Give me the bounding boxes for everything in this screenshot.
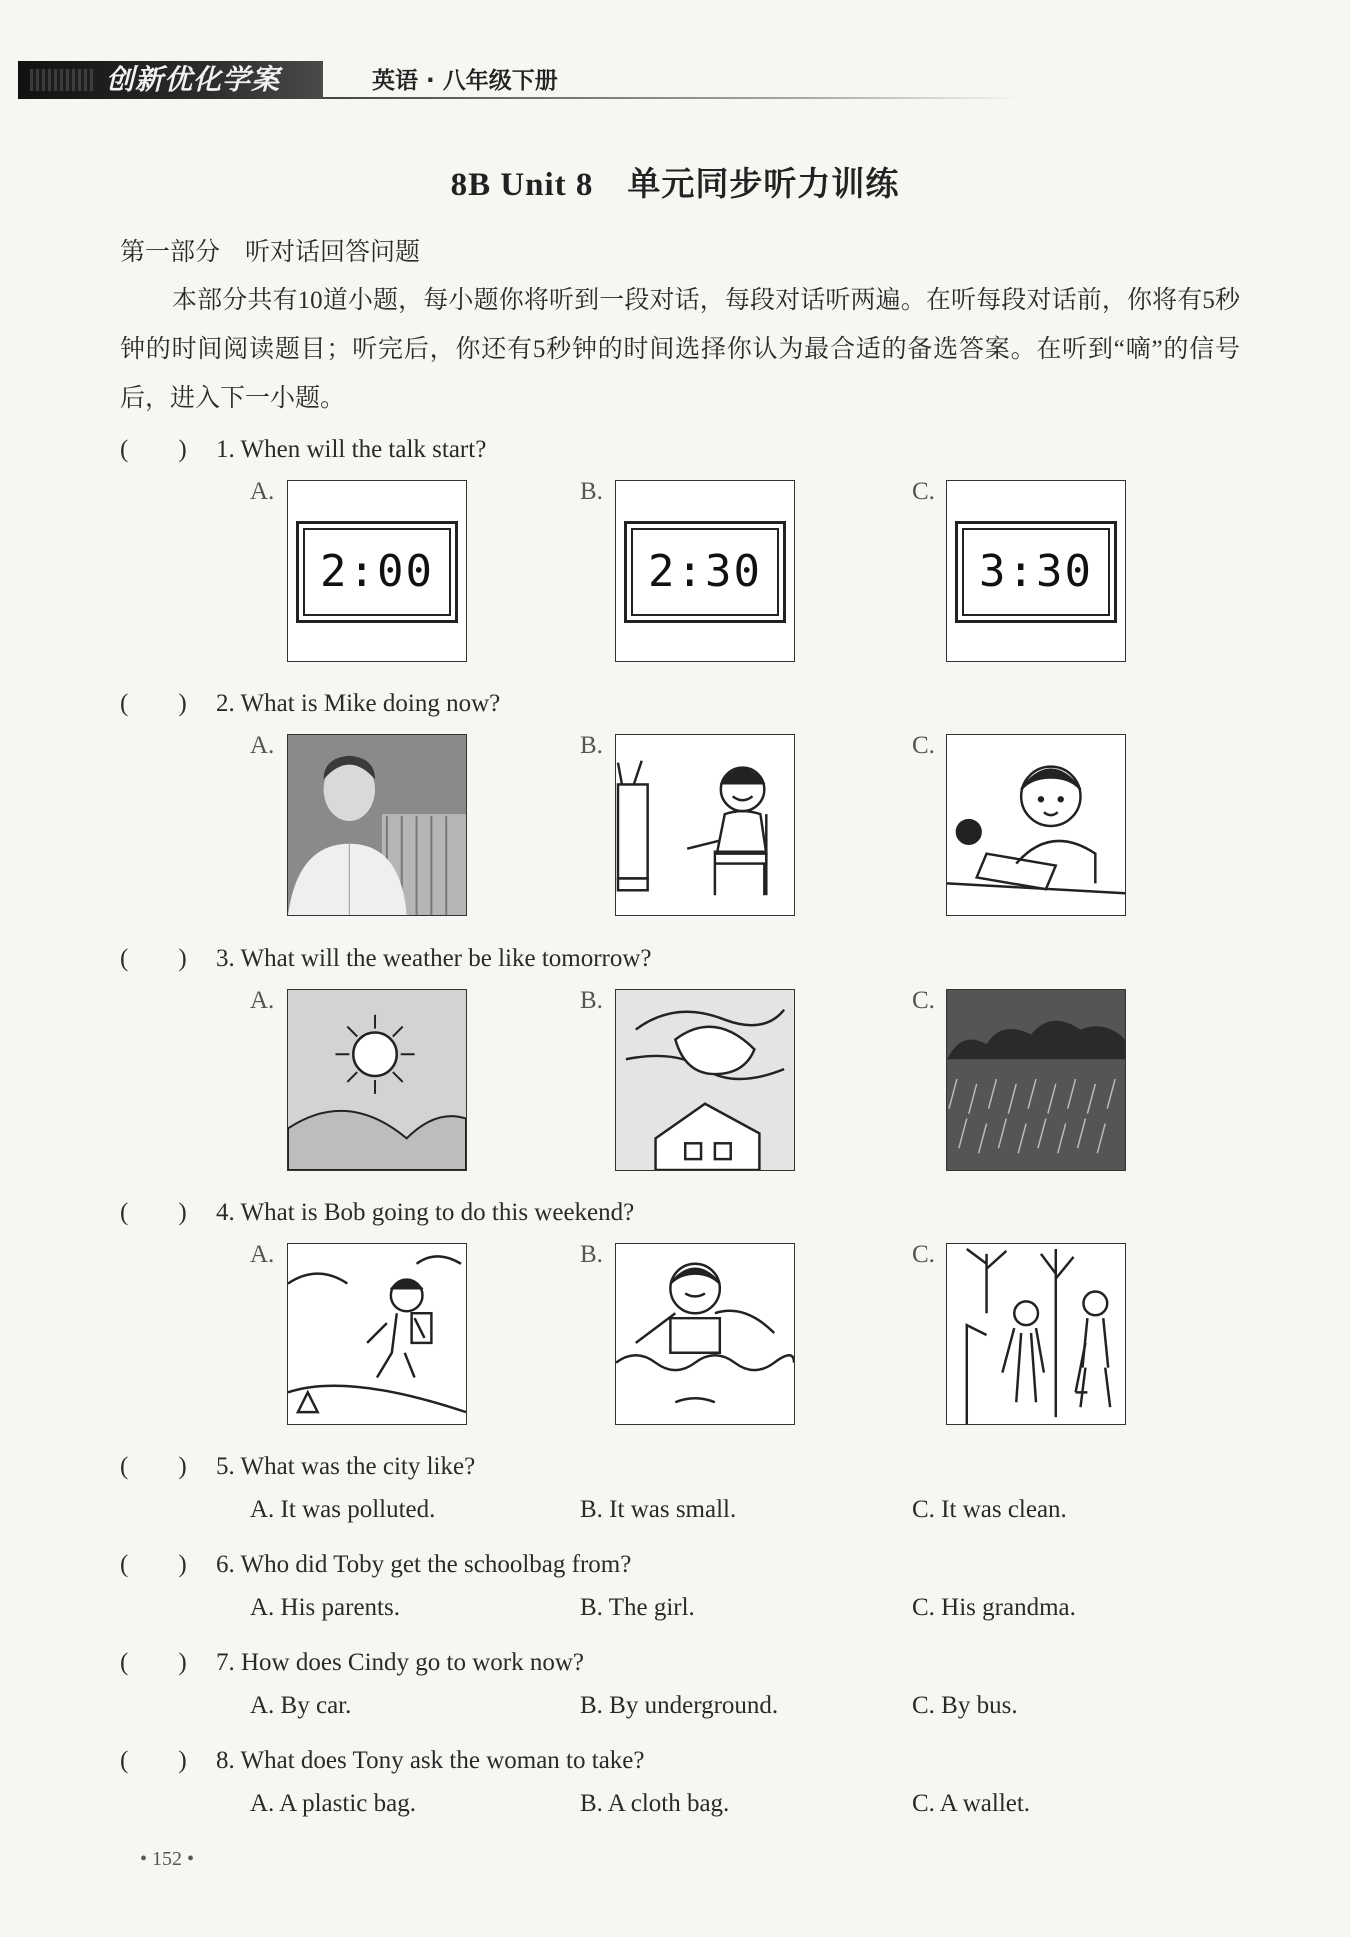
option-letter: A. [250, 1241, 275, 1268]
boy-hiking-icon[interactable] [287, 1243, 467, 1425]
brand-decoration [30, 69, 96, 91]
rainy-icon[interactable] [946, 989, 1126, 1171]
answer-blank[interactable]: ( ) [120, 690, 187, 717]
option-c[interactable]: C. By bus. [912, 1692, 1018, 1719]
option-letter: A. [250, 732, 275, 759]
option-a[interactable]: A. It was polluted. [250, 1496, 436, 1523]
question-6 [120, 1544, 631, 1580]
question-text: 3. What will the weather be like tomorrow? [216, 945, 652, 972]
option-letter: B. [580, 987, 603, 1014]
windy-icon[interactable] [615, 989, 795, 1171]
clock-time: 2:00 [303, 528, 451, 616]
question-text: 4. What is Bob going to do this weekend? [216, 1199, 635, 1226]
clock-200-icon[interactable] [287, 480, 467, 662]
option-letter: C. [912, 1241, 935, 1268]
question-7 [120, 1642, 584, 1678]
page-title: 8B Unit 8 单元同步听力训练 [450, 167, 900, 203]
page-number: • 152 • [140, 1848, 195, 1870]
question-1 [120, 429, 486, 465]
option-c[interactable]: C. It was clean. [912, 1496, 1067, 1523]
option-b[interactable]: B. By underground. [580, 1692, 779, 1719]
question-text: 6. Who did Toby get the schoolbag from? [216, 1551, 632, 1578]
section-instructions: 本部分共有10道小题，每小题你将听到一段对话，每段对话听两遍。在听每段对话前，你将有5秒钟的时间阅读题目；听完后，你还有5秒钟的时间选择你认为最合适的备选答案。在听到“嘀”的信号后，进入下一小题。 [120, 287, 1240, 412]
answer-blank[interactable]: ( ) [120, 1747, 187, 1774]
option-c[interactable]: C. His grandma. [912, 1594, 1076, 1621]
clock-330-icon[interactable] [946, 480, 1126, 662]
section-heading: 第一部分 听对话回答问题 [120, 239, 421, 266]
option-a[interactable]: A. By car. [250, 1692, 352, 1719]
answer-blank[interactable]: ( ) [120, 436, 187, 463]
option-letter: B. [580, 1241, 603, 1268]
question-text: 5. What was the city like? [216, 1453, 476, 1480]
boy-typing-computer-icon[interactable] [946, 734, 1126, 916]
option-letter: A. [250, 987, 275, 1014]
option-letter: C. [912, 478, 935, 505]
option-c[interactable]: C. A wallet. [912, 1790, 1031, 1817]
option-letter: C. [912, 987, 935, 1014]
clock-time: 3:30 [962, 528, 1110, 616]
brand-title: 创新优化学案 [106, 63, 281, 96]
answer-blank[interactable]: ( ) [120, 1649, 187, 1676]
planting-trees-icon[interactable] [946, 1243, 1126, 1425]
question-text: 8. What does Tony ask the woman to take? [216, 1747, 645, 1774]
clock-time: 2:30 [631, 528, 779, 616]
option-b[interactable]: B. A cloth bag. [580, 1790, 730, 1817]
question-2 [120, 683, 500, 719]
answer-blank[interactable]: ( ) [120, 1551, 187, 1578]
boy-swimming-icon[interactable] [615, 1243, 795, 1425]
question-4 [120, 1192, 634, 1228]
man-portrait-photo[interactable] [287, 734, 467, 916]
option-a[interactable]: A. His parents. [250, 1594, 400, 1621]
question-8 [120, 1740, 644, 1776]
subject-label: 英语 · 八年级下册 [372, 68, 558, 94]
clock-230-icon[interactable] [615, 480, 795, 662]
header-rule [323, 97, 1023, 99]
option-b[interactable]: B. The girl. [580, 1594, 695, 1621]
option-letter: A. [250, 478, 275, 505]
brand-banner [18, 61, 323, 99]
question-text: 2. What is Mike doing now? [216, 690, 501, 717]
answer-blank[interactable]: ( ) [120, 945, 187, 972]
question-text: 7. How does Cindy go to work now? [216, 1649, 585, 1676]
option-letter: B. [580, 478, 603, 505]
option-letter: B. [580, 732, 603, 759]
answer-blank[interactable]: ( ) [120, 1453, 187, 1480]
option-letter: C. [912, 732, 935, 759]
option-b[interactable]: B. It was small. [580, 1496, 737, 1523]
question-3 [120, 938, 652, 974]
boy-watching-tv-icon[interactable] [615, 734, 795, 916]
sunny-icon[interactable] [287, 989, 467, 1171]
answer-blank[interactable]: ( ) [120, 1199, 187, 1226]
option-a[interactable]: A. A plastic bag. [250, 1790, 416, 1817]
question-5 [120, 1446, 475, 1482]
question-text: 1. When will the talk start? [216, 436, 487, 463]
